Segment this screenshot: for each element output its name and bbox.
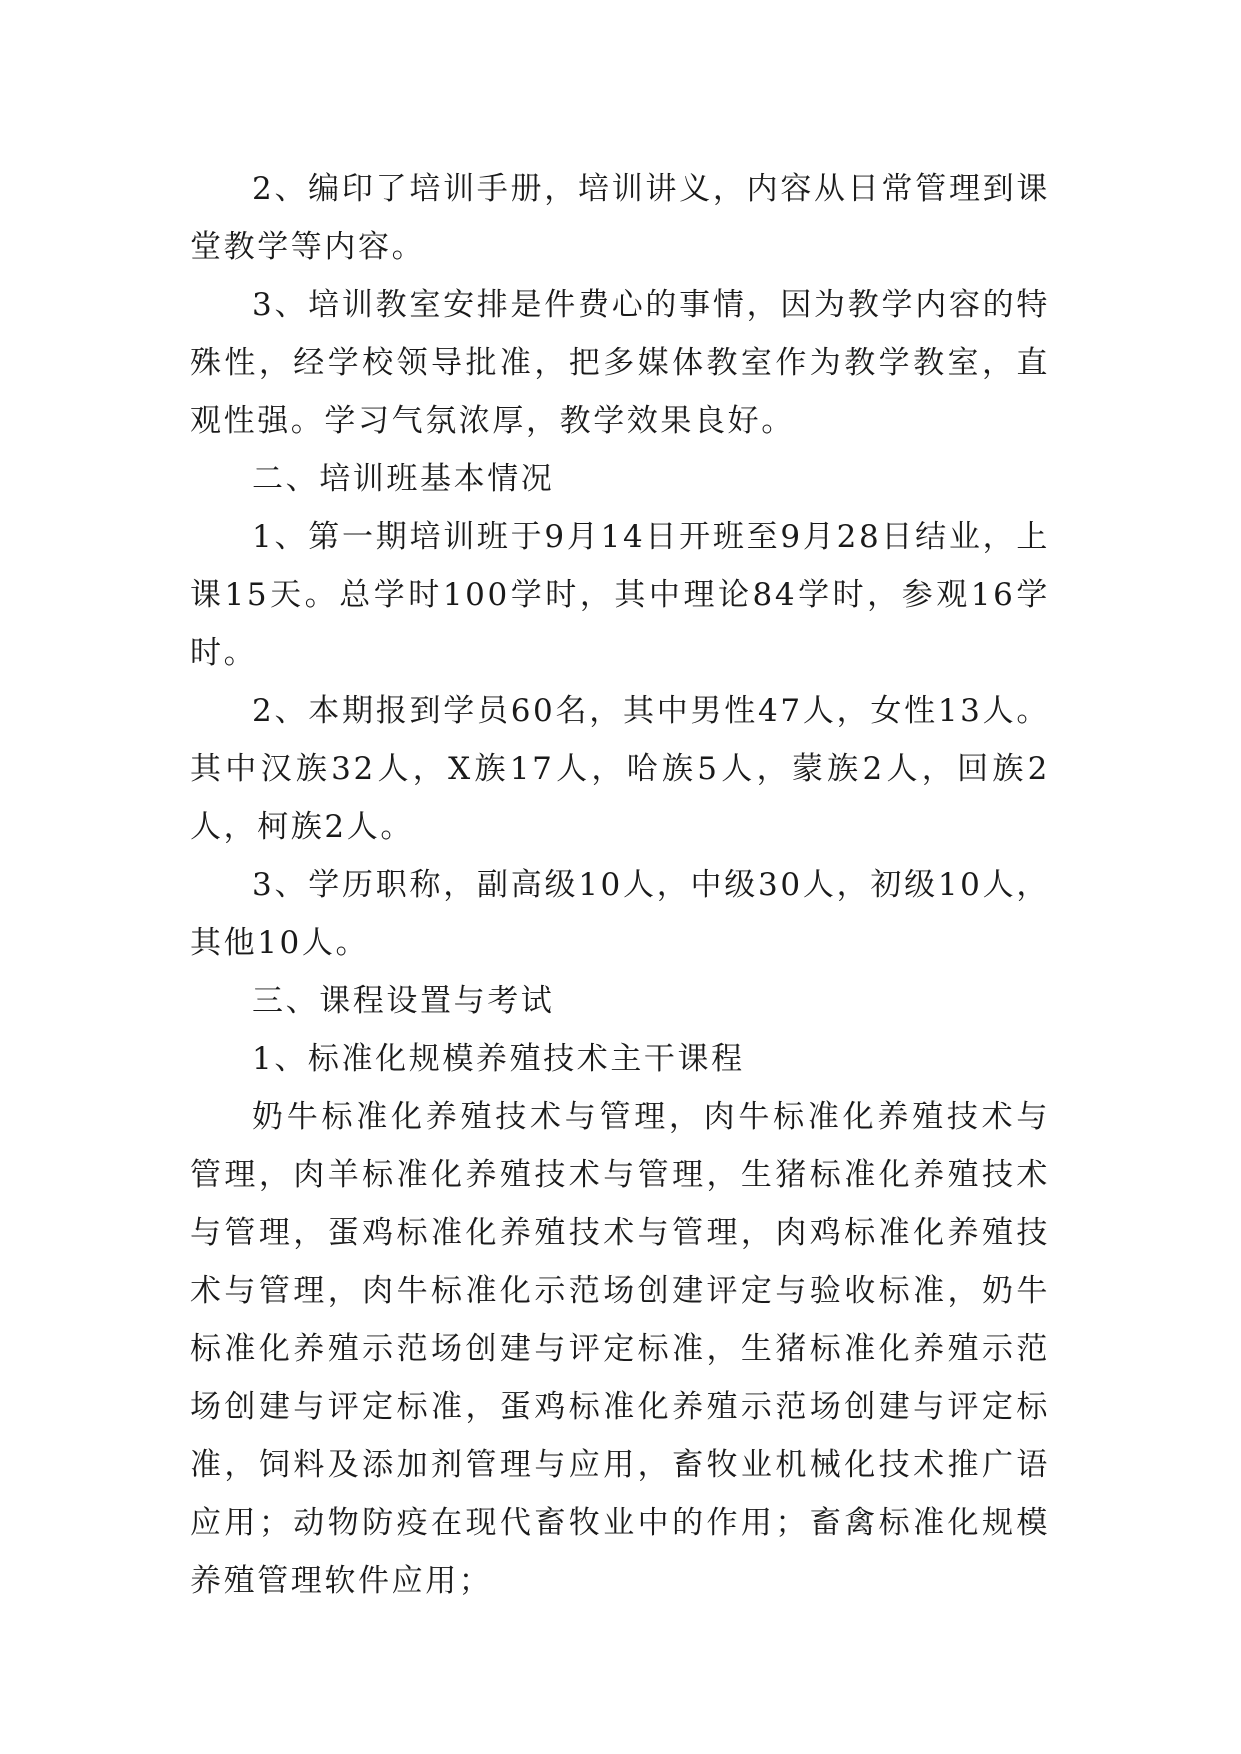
document-body xyxy=(190,160,1050,1610)
section-heading-basic-info: 二、培训班基本情况 xyxy=(252,461,555,497)
paragraph-handbook: 2、编印了培训手册，培训讲义，内容从日常管理到课堂教学等内容。 xyxy=(190,171,1050,265)
subheading-main-courses: 1、标准化规模养殖技术主干课程 xyxy=(252,1041,745,1077)
paragraph-schedule: 1、第一期培训班于9月14日开班至9月28日结业，上课15天。总学时100学时，其中理论84学时，参观16学时。 xyxy=(190,519,1050,671)
paragraph-attendees: 2、本期报到学员60名，其中男性47人，女性13人。其中汉族32人，X族17人，哈族5人，蒙族2人，回族2人，柯族2人。 xyxy=(190,693,1050,845)
paragraph-classroom: 3、培训教室安排是件费心的事情，因为教学内容的特殊性，经学校领导批准，把多媒体教室作为教学教室，直观性强。学习气氛浓厚，教学效果良好。 xyxy=(190,287,1050,439)
paragraph-course-list: 奶牛标准化养殖技术与管理，肉牛标准化养殖技术与管理，肉羊标准化养殖技术与管理，生猪标准化养殖技术与管理，蛋鸡标准化养殖技术与管理，肉鸡标准化养殖技术与管理，肉牛标准化示范场创建评定与验收标准，奶牛标准化养殖示范场创建与评定标准，生猪标准化养殖示范场创建与评定标准，蛋鸡标准化养殖示范场创建与评定标准，饲料及添加剂管理与应用，畜牧业机械化技术推广语应用；动物防疫在现代畜牧业中的作用；畜禽标准化规模养殖管理软件应用； xyxy=(190,1099,1050,1599)
section-heading-courses: 三、课程设置与考试 xyxy=(252,983,555,1019)
paragraph-titles: 3、学历职称，副高级10人，中级30人，初级10人，其他10人。 xyxy=(190,867,1050,961)
